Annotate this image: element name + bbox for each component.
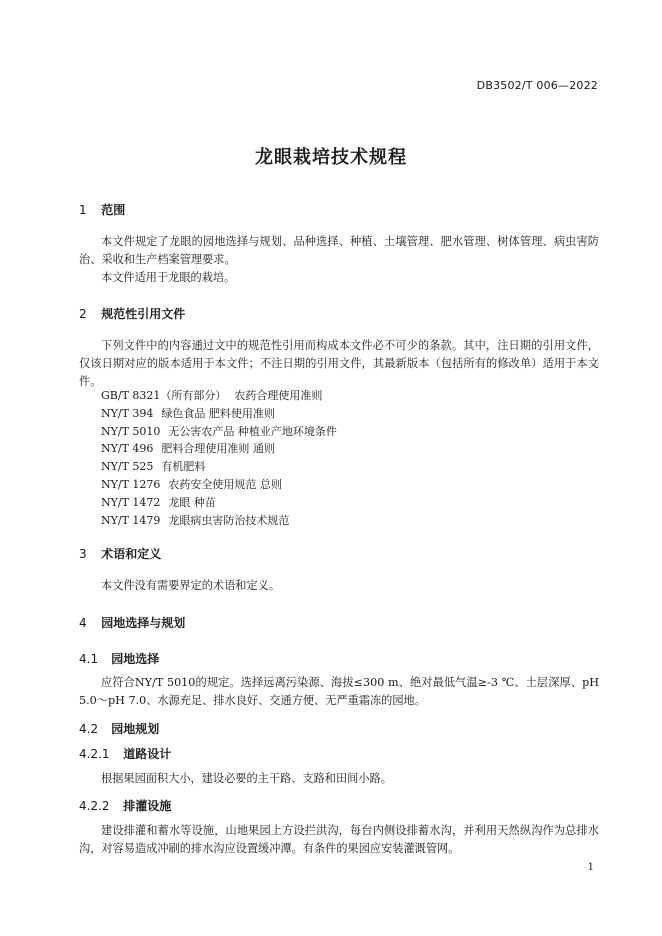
section-number: 4.2.1 (79, 747, 110, 761)
paragraph: 下列文件中的内容通过文中的规范性引用而构成本文件必不可少的条款。其中，注日期的引用文件，仅该日期对应的版本适用于本文件；不注日期的引用文件，其最新版本（包括所有的修改单）适用于本文件。 (79, 339, 599, 388)
reference-item (101, 423, 337, 441)
page-title: 龙眼栽培技术规程 (255, 147, 407, 168)
section-3-body (79, 577, 599, 595)
section-3-heading (79, 545, 161, 562)
section-number: 4 (79, 616, 87, 630)
section-title: 道路设计 (123, 747, 172, 761)
section-title: 园地规划 (111, 722, 160, 736)
section-4-2-heading (79, 720, 159, 737)
section-4-2-1-body (79, 770, 599, 788)
reference-item (101, 405, 337, 423)
section-4-heading (79, 614, 185, 631)
reference-code: NY/T 496 (101, 442, 154, 456)
section-number: 4.2.2 (79, 799, 110, 813)
reference-code: GB/T 8321（所有部分） (101, 389, 227, 402)
section-1-body (79, 233, 599, 287)
paragraph: 本文件没有需要界定的术语和定义。 (101, 579, 281, 592)
reference-item (101, 512, 337, 530)
reference-name: 龙眼 种苗 (168, 495, 216, 509)
section-number: 2 (79, 307, 87, 321)
reference-name: 肥料合理使用准则 通则 (161, 442, 275, 456)
reference-code: NY/T 1472 (101, 495, 161, 509)
section-number: 3 (79, 547, 87, 561)
page-number: 1 (587, 862, 594, 873)
section-2-heading (79, 305, 185, 322)
reference-code: NY/T 394 (101, 406, 154, 420)
reference-item (101, 458, 337, 476)
section-title: 规范性引用文件 (101, 307, 186, 321)
reference-name: 无公害农产品 种植业产地环境条件 (168, 424, 337, 438)
section-title: 园地选择与规划 (101, 616, 186, 630)
section-title: 园地选择 (111, 652, 160, 666)
reference-name: 有机肥料 (161, 460, 206, 474)
reference-code: NY/T 525 (101, 460, 154, 474)
section-number: 1 (79, 203, 87, 217)
paragraph: 应符合NY/T 5010的规定。选择远离污染源、海拔≤300 m、绝对最低气温≥-3 ℃、土层深厚、pH 5.0～pH 7.0、水源充足、排水良好、交通方便、无严重霜冻的园地。 (79, 676, 599, 707)
reference-code: NY/T 5010 (101, 424, 161, 438)
paragraph: 本文件适用于龙眼的栽培。 (101, 271, 236, 284)
reference-item (101, 387, 337, 405)
section-4-2-2-heading (79, 797, 171, 814)
reference-item (101, 494, 337, 512)
reference-code: NY/T 1276 (101, 477, 161, 491)
reference-code: NY/T 1479 (101, 513, 161, 527)
section-number: 4.1 (79, 652, 99, 666)
section-title: 术语和定义 (101, 547, 162, 561)
paragraph: 建设排灌和蓄水等设施，山地果园上方设拦洪沟，每台内侧设排蓄水沟，并利用天然纵沟作为总排水沟，对容易造成冲刷的排水沟应设置缓冲潭。有条件的果园应安装灌溉管网。 (79, 824, 599, 855)
reference-name: 农药安全使用规范 总则 (168, 477, 282, 491)
reference-list (101, 387, 337, 529)
section-title: 范围 (101, 203, 126, 217)
section-1-heading (79, 201, 125, 218)
reference-name: 绿色食品 肥料使用准则 (161, 406, 275, 420)
section-4-2-2-body (79, 822, 599, 858)
reference-name: 农药合理使用准则 (234, 389, 323, 402)
reference-item (101, 476, 337, 494)
reference-item (101, 440, 337, 458)
section-number: 4.2 (79, 722, 99, 736)
paragraph: 根据果园面积大小，建设必要的主干路、支路和田间小路。 (101, 772, 392, 785)
reference-name: 龙眼病虫害防治技术规范 (168, 513, 290, 527)
section-2-body (79, 337, 599, 391)
paragraph: 本文件规定了龙眼的园地选择与规划、品种选择、种植、土壤管理、肥水管理、树体管理、病虫害防治、采收和生产档案管理要求。 (79, 235, 599, 266)
standard-code: DB3502/T 006—2022 (476, 79, 598, 92)
section-4-1-body (79, 674, 599, 710)
section-4-1-heading (79, 650, 159, 667)
section-title: 排灌设施 (123, 799, 172, 813)
section-4-2-1-heading (79, 745, 171, 762)
